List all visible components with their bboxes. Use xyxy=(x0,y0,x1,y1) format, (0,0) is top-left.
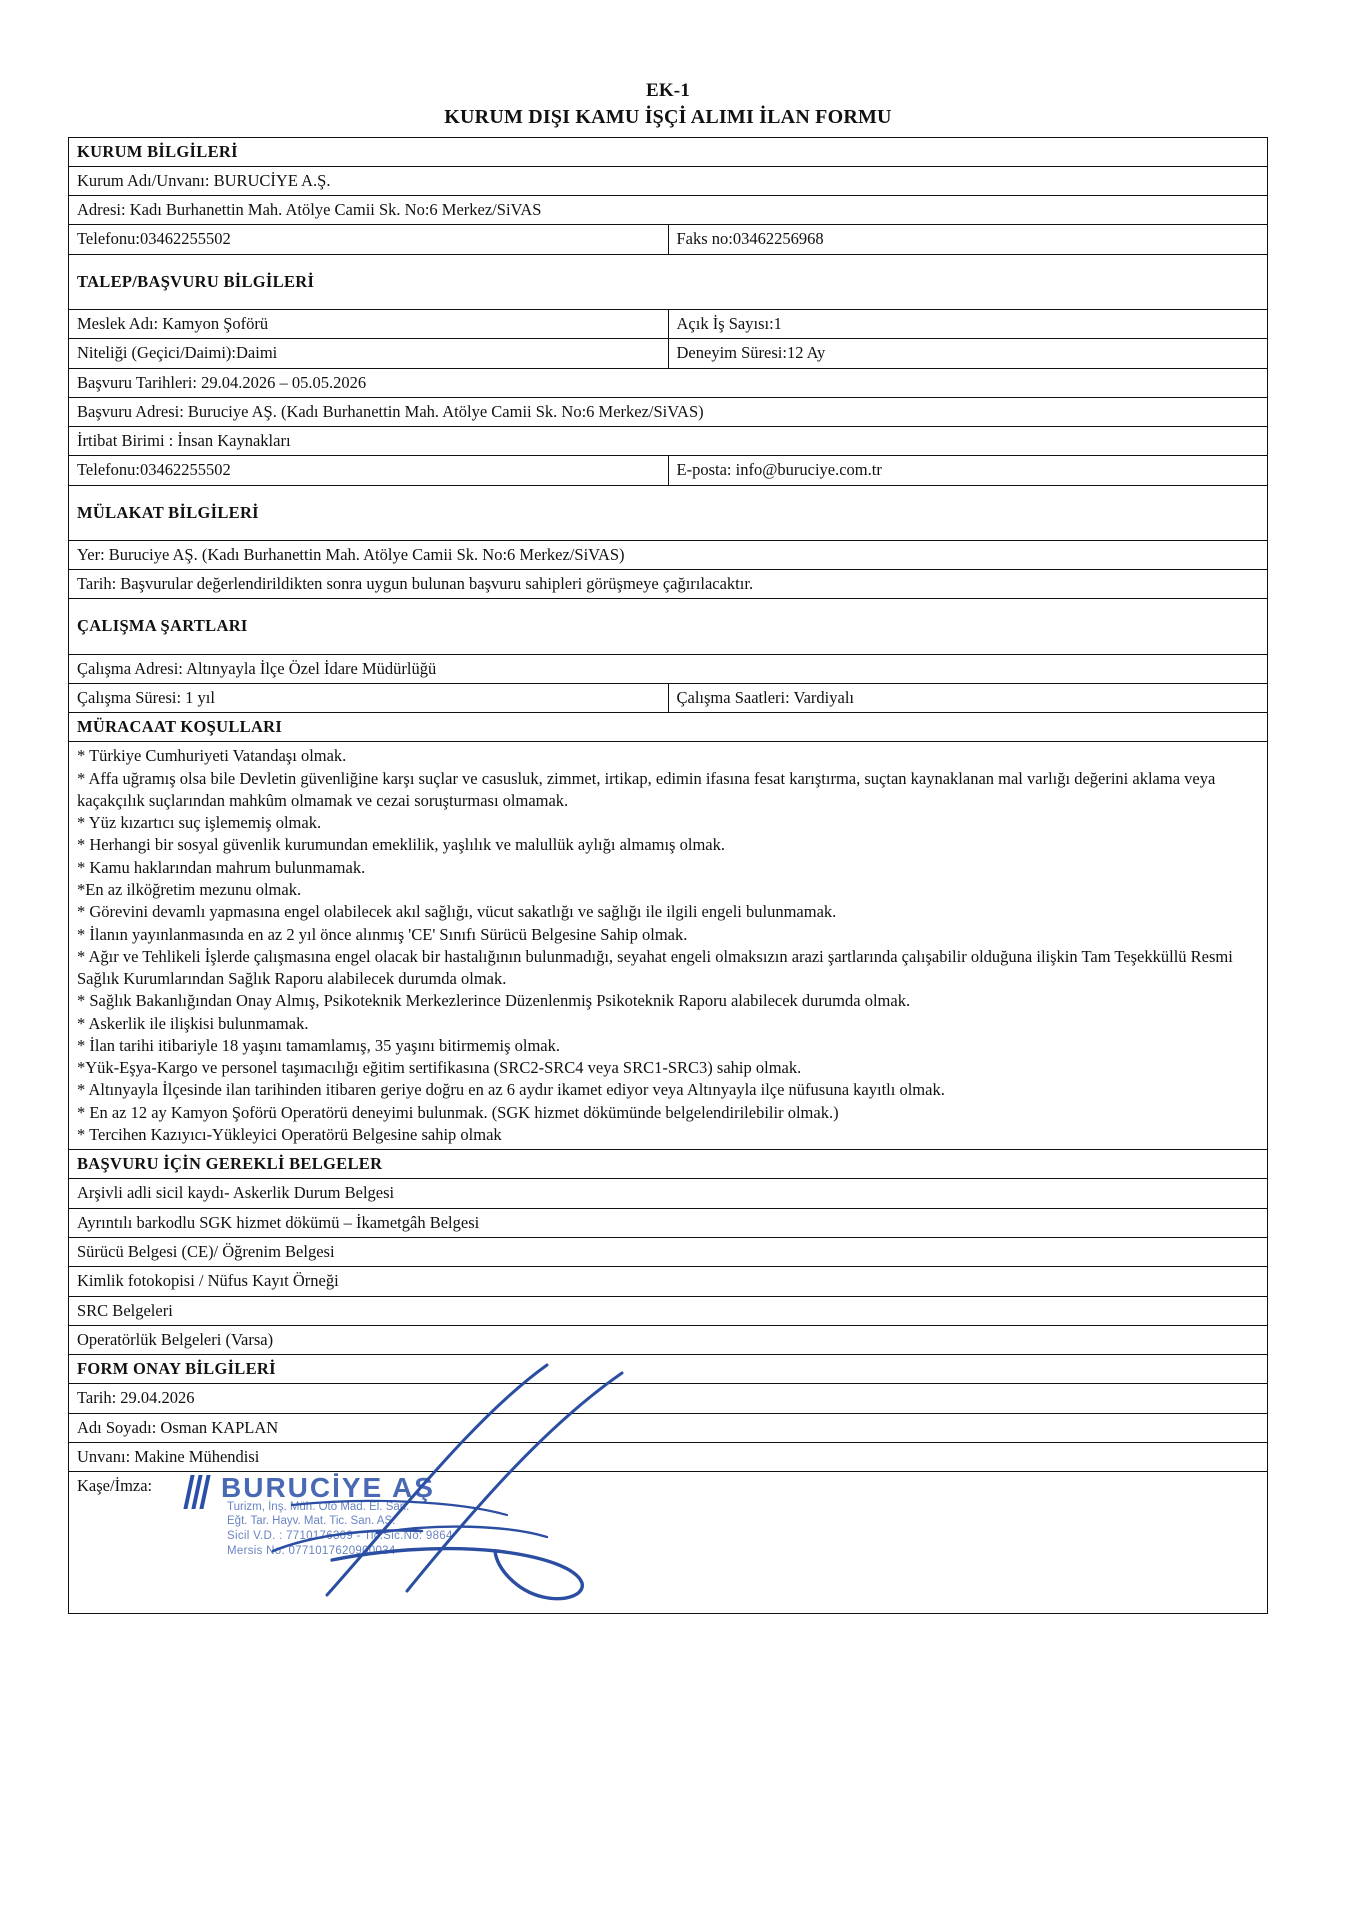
onay-adsoyad: Adı Soyadı: Osman KAPLAN xyxy=(69,1413,1268,1442)
kosul-item: * Altınyayla İlçesinde ilan tarihinden itibaren geriye doğru en az 6 aydır ikamet ediyor veya Altınyayla ilçe nüfusuna kayıtlı olmak. xyxy=(77,1080,945,1100)
stamp-line-4: Mersis No: 0771017620900034 xyxy=(227,1545,396,1558)
talep-basvuru-adresi: Başvuru Adresi: Buruciye AŞ. (Kadı Burhanettin Mah. Atölye Camii Sk. No:6 Merkez/SiVAS) xyxy=(69,397,1268,426)
stamp-company-name: BURUCİYE AŞ xyxy=(221,1472,435,1504)
section-row-onay xyxy=(69,1355,1268,1384)
talep-tarihler: Başvuru Tarihleri: 29.04.2026 – 05.05.2026 xyxy=(69,368,1268,397)
belge-item: Operatörlük Belgeleri (Varsa) xyxy=(69,1325,1268,1354)
calisma-saatleri: Çalışma Saatleri: Vardiyalı xyxy=(668,683,1268,712)
table-row xyxy=(69,166,1268,195)
section-header-kurum: KURUM BİLGİLERİ xyxy=(69,137,1268,166)
mulakat-tarih: Tarih: Başvurular değerlendirildikten sonra uygun bulunan başvuru sahipleri görüşmeye çağırılacaktır. xyxy=(69,570,1268,599)
kosul-item: * Askerlik ile ilişkisi bulunmamak. xyxy=(77,1013,309,1033)
header-line-2: KURUM DIŞI KAMU İŞÇİ ALIMI İLAN FORMU xyxy=(444,105,892,128)
kosul-item: * İlan tarihi itibariyle 18 yaşını tamamlamış, 35 yaşını bitirmemiş olmak. xyxy=(77,1035,560,1055)
talep-irtibat: İrtibat Birimi : İnsan Kaynakları xyxy=(69,427,1268,456)
header-line-1: EK-1 xyxy=(645,80,691,101)
stamp-line-1: Turizm, İnş. Müh. Oto Mad. El. San. xyxy=(227,1501,410,1514)
section-row-talep xyxy=(69,254,1268,309)
kurum-adres: Adresi: Kadı Burhanettin Mah. Atölye Camii Sk. No:6 Merkez/SiVAS xyxy=(69,196,1268,225)
table-row xyxy=(69,1413,1268,1442)
table-row xyxy=(69,742,1268,1150)
table-row xyxy=(69,1296,1268,1325)
onay-unvan: Unvanı: Makine Mühendisi xyxy=(69,1442,1268,1471)
table-row xyxy=(69,196,1268,225)
section-row-calisma xyxy=(69,599,1268,654)
kosul-item: * Tercihen Kazıyıcı-Yükleyici Operatörü Belgesine sahip olmak xyxy=(77,1124,502,1144)
table-row xyxy=(69,368,1268,397)
talep-telefon: Telefonu:03462255502 xyxy=(69,456,669,485)
section-header-talep: TALEP/BAŞVURU BİLGİLERİ xyxy=(69,254,1268,309)
talep-eposta: E-posta: info@buruciye.com.tr xyxy=(668,456,1268,485)
kosul-item: * Kamu haklarından mahrum bulunmamak. xyxy=(77,857,366,877)
table-row xyxy=(69,225,1268,254)
table-row xyxy=(69,654,1268,683)
talep-meslek: Meslek Adı: Kamyon Şoförü xyxy=(69,309,669,338)
section-header-belgeler: BAŞVURU İÇİN GEREKLİ BELGELER xyxy=(69,1150,1268,1179)
kosul-item: * Sağlık Bakanlığından Onay Almış, Psikoteknik Merkezlerince Düzenlenmiş Psikoteknik Raporu alabilecek durumda olmak. xyxy=(77,991,911,1011)
stamp-line-3: Sicil V.D. : 7710176309 - Tic.Sic.No: 9864 xyxy=(227,1530,453,1543)
kosul-item: * Affa uğramış olsa bile Devletin güvenliğine karşı suçlar ve casusluk, zimmet, irtikap, edimin ifasına fesat karıştırma, suçtan kaynaklanan mal varlığı değerini aklama veya kaçakçılık suçlarından mahkûm olmamak ve cezai soruşturması olmamak. xyxy=(77,768,1216,810)
table-row xyxy=(69,1267,1268,1296)
calisma-sure: Çalışma Süresi: 1 yıl xyxy=(69,683,669,712)
section-row-muracaat xyxy=(69,713,1268,742)
table-row xyxy=(69,683,1268,712)
belge-item: Arşivli adli sicil kaydı- Askerlik Durum Belgesi xyxy=(69,1179,1268,1208)
table-row xyxy=(69,456,1268,485)
kosul-item: * Herhangi bir sosyal güvenlik kurumundan emeklilik, yaşlılık ve malullük aylığı almamış olmak. xyxy=(77,835,725,855)
section-row-kurum xyxy=(69,137,1268,166)
table-row xyxy=(69,570,1268,599)
talep-nitelik: Niteliği (Geçici/Daimi):Daimi xyxy=(69,339,669,368)
kase-imza-label: Kaşe/İmza: xyxy=(77,1476,153,1496)
table-row xyxy=(69,1442,1268,1471)
form-body xyxy=(68,78,1268,1614)
kosul-item: * En az 12 ay Kamyon Şoförü Operatörü deneyimi bulunmak. (SGK hizmet dökümünde belgelendirilebilir olmak.) xyxy=(77,1102,839,1122)
section-header-muracaat: MÜRACAAT KOŞULLARI xyxy=(69,713,1268,742)
calisma-adres: Çalışma Adresi: Altınyayla İlçe Özel İdare Müdürlüğü xyxy=(69,654,1268,683)
kosul-item: * Türkiye Cumhuriyeti Vatandaşı olmak. xyxy=(77,746,347,766)
kosul-item: *Yük-Eşya-Kargo ve personel taşımacılığı eğitim sertifikasına (SRC2-SRC4 veya SRC1-SRC3) sahip olmak. xyxy=(77,1058,802,1078)
table-row xyxy=(69,397,1268,426)
stamp-logo-icon xyxy=(187,1475,213,1509)
section-header-mulakat: MÜLAKAT BİLGİLERİ xyxy=(69,485,1268,540)
signature-area xyxy=(77,1472,1259,1595)
section-header-onay: FORM ONAY BİLGİLERİ xyxy=(69,1355,1268,1384)
mulakat-yer: Yer: Buruciye AŞ. (Kadı Burhanettin Mah. Atölye Camii Sk. No:6 Merkez/SiVAS) xyxy=(69,540,1268,569)
kosul-item: * Görevini devamlı yapmasına engel olabilecek akıl sağlığı, vücut sakatlığı ve sağlığı ile ilgili engeli bulunmamak. xyxy=(77,902,837,922)
onay-tarih: Tarih: 29.04.2026 xyxy=(69,1384,1268,1413)
table-row xyxy=(69,339,1268,368)
table-row xyxy=(69,309,1268,338)
table-row xyxy=(69,1238,1268,1267)
table-row xyxy=(69,540,1268,569)
kurum-telefon: Telefonu:03462255502 xyxy=(69,225,669,254)
kosul-item: * Ağır ve Tehlikeli İşlerde çalışmasına engel olacak bir hastalığının bulunmadığı, seyahat engeli olmaksızın arazi şartlarında çalışabilir olduğuna ilişkin Tam Teşekküllü Resmi Sağlık Kurumlarından Sağlık Raporu alabilecek durumda olmak. xyxy=(77,946,1233,989)
stamp-line-2: Eğt. Tar. Hayv. Mat. Tic. San. AŞ. xyxy=(227,1515,396,1528)
kurum-faks: Faks no:03462256968 xyxy=(668,225,1268,254)
section-row-belgeler xyxy=(69,1150,1268,1179)
kosul-item: * Yüz kızartıcı suç işlememiş olmak. xyxy=(77,813,322,833)
belge-item: Sürücü Belgesi (CE)/ Öğrenim Belgesi xyxy=(69,1238,1268,1267)
belge-item: SRC Belgeleri xyxy=(69,1296,1268,1325)
talep-deneyim: Deneyim Süresi:12 Ay xyxy=(668,339,1268,368)
table-row xyxy=(69,1208,1268,1237)
kosul-item: *En az ilköğretim mezunu olmak. xyxy=(77,880,302,900)
table-row xyxy=(69,1384,1268,1413)
kurum-ad: Kurum Adı/Unvanı: BURUCİYE A.Ş. xyxy=(69,166,1268,195)
table-row xyxy=(69,427,1268,456)
form-header xyxy=(68,78,1268,131)
table-row xyxy=(69,1179,1268,1208)
table-row xyxy=(69,1325,1268,1354)
belge-item: Ayrıntılı barkodlu SGK hizmet dökümü – İkametgâh Belgesi xyxy=(69,1208,1268,1237)
table-row-signature xyxy=(69,1472,1268,1614)
kosul-item: * İlanın yayınlanmasında en az 2 yıl önce alınmış 'CE' Sınıfı Sürücü Belgesine Sahip olmak. xyxy=(77,924,688,944)
belge-item: Kimlik fotokopisi / Nüfus Kayıt Örneği xyxy=(69,1267,1268,1296)
section-row-mulakat xyxy=(69,485,1268,540)
talep-acik-is: Açık İş Sayısı:1 xyxy=(668,309,1268,338)
signature-cell xyxy=(69,1472,1268,1614)
kosullar-list xyxy=(69,742,1268,1150)
form-table xyxy=(68,137,1268,1614)
section-header-calisma: ÇALIŞMA ŞARTLARI xyxy=(69,599,1268,654)
